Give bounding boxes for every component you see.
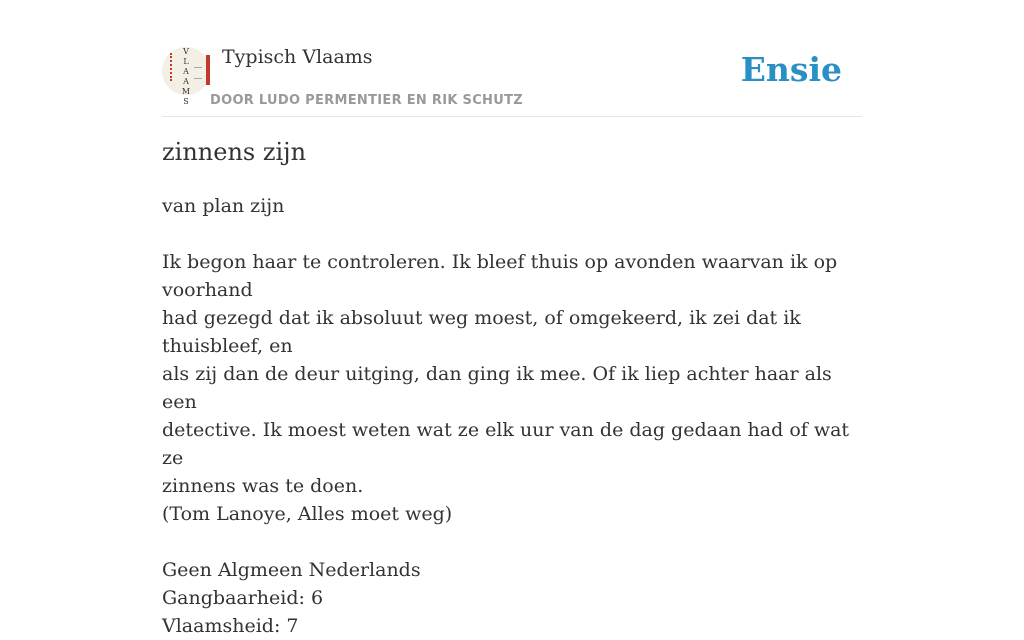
quote-line: als zij dan de deur uitging, dan ging ik mee. Of ik liep achter haar als een <box>162 363 832 413</box>
meta-gangbaarheid: Gangbaarheid: 6 <box>162 587 324 609</box>
logo-red-stripe <box>206 55 210 85</box>
book-cover-logo[interactable] <box>162 47 210 106</box>
entry-content <box>162 192 862 640</box>
definition: van plan zijn <box>162 195 285 217</box>
meta-vlaamsheid: Vlaamsheid: 7 <box>162 615 299 637</box>
logo-lettering: V L A A M S <box>181 47 191 106</box>
spacer <box>162 528 862 556</box>
byline: DOOR LUDO PERMENTIER EN RIK SCHUTZ <box>210 93 523 108</box>
spacer <box>162 220 862 248</box>
citation: (Tom Lanoye, Alles moet weg) <box>162 503 453 525</box>
quote-line: detective. Ik moest weten wat ze elk uur van de dag gedaan had of wat ze <box>162 419 850 469</box>
quote-line: zinnens was te doen. <box>162 475 364 497</box>
blog-title[interactable]: Typisch Vlaams <box>222 46 373 68</box>
entry-title: zinnens zijn <box>162 138 307 166</box>
meta-register: Geen Algmeen Nederlands <box>162 559 421 581</box>
logo-decoration <box>170 53 175 81</box>
logo-decoration-lines <box>194 67 202 79</box>
quote-line: had gezegd dat ik absoluut weg moest, of omgekeerd, ik zei dat ik thuisbleef, en <box>162 307 801 357</box>
site-header <box>162 44 862 117</box>
quote-line: Ik begon haar te controleren. Ik bleef thuis op avonden waarvan ik op voorhand <box>162 251 838 301</box>
ensie-brand-link[interactable]: Ensie <box>740 50 842 89</box>
